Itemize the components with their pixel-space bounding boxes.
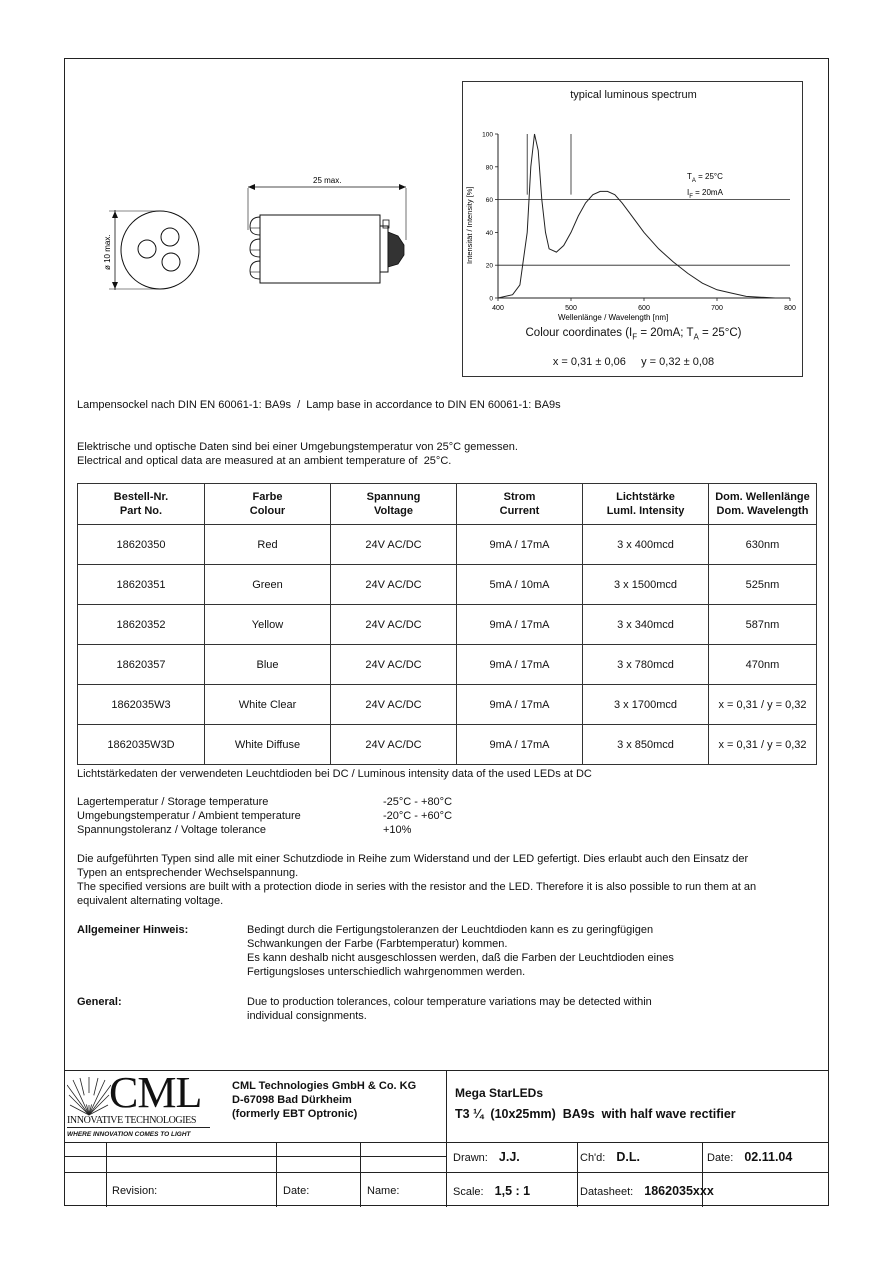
spec-row (77, 795, 452, 809)
table-row (78, 565, 817, 605)
cell-wavelength: 470nm (709, 645, 817, 685)
header-current: Strom Current (457, 484, 583, 525)
cell-part-no: 1862035W3 (78, 685, 205, 725)
cell-voltage: 24V AC/DC (331, 565, 457, 605)
cell-voltage: 24V AC/DC (331, 605, 457, 645)
drawn-field: Drawn: J.J. (453, 1150, 520, 1164)
cell-colour: Red (205, 525, 331, 565)
colour-coordinates-values: x = 0,31 ± 0,06 y = 0,32 ± 0,08 (552, 356, 715, 368)
cell-part-no: 18620357 (78, 645, 205, 685)
cell-voltage: 24V AC/DC (331, 525, 457, 565)
cell-current: 9mA / 17mA (457, 525, 583, 565)
lamp-body (260, 215, 380, 283)
diameter-dim-label: ø 10 max. (103, 234, 112, 270)
header-voltage: Spannung Voltage (331, 484, 457, 525)
table-row (78, 645, 817, 685)
table-row (78, 685, 817, 725)
cell-voltage: 24V AC/DC (331, 685, 457, 725)
diode-note-de-line: Typen an entsprechender Wechselspannung. (77, 867, 299, 879)
hinweis-line: Fertigungsloses unterschiedlich wahrgenommen werden. (247, 966, 526, 978)
table-row (78, 525, 817, 565)
cond-ta: $T_A = 25^\circ C$ (687, 172, 723, 184)
header-intensity: Lichtstärke Luml. Intensity (583, 484, 709, 525)
general-label: General: (77, 996, 122, 1008)
x-tick-label: 500 (565, 305, 577, 312)
scale-field: Scale: 1,5 : 1 (453, 1184, 531, 1198)
y-tick-label: 40 (485, 229, 493, 237)
cond-if: $I_F = 20mA$ (687, 188, 723, 200)
product-name: Mega StarLEDs (455, 1086, 544, 1100)
product-description: T3 ¼ (10x25mm) BA9s with half wave rectifier (455, 1107, 736, 1121)
spec-row (77, 823, 452, 837)
y-tick-label: 100 (482, 131, 493, 139)
spec-value: -20°C - +60°C (383, 810, 453, 822)
general-text (247, 995, 652, 1023)
cell-colour: Green (205, 565, 331, 605)
cell-voltage: 24V AC/DC (331, 645, 457, 685)
y-tick-label: 0 (489, 295, 493, 303)
cell-current: 9mA / 17mA (457, 725, 583, 765)
cell-current: 9mA / 17mA (457, 645, 583, 685)
length-dim-label: 25 max. (313, 176, 342, 185)
logo-subtitle: INNOVATIVE TECHNOLOGIES (67, 1115, 210, 1128)
sunburst-icon (67, 1077, 111, 1117)
revision-name-label: Name: (367, 1185, 400, 1197)
hinweis-line: Schwankungen der Farbe (Farbtemperatur) kommen. (247, 938, 508, 950)
cell-intensity: 3 x 780mcd (583, 645, 709, 685)
date-field: Date: 02.11.04 (707, 1150, 793, 1164)
cell-part-no: 18620352 (78, 605, 205, 645)
company-info (232, 1079, 416, 1121)
spectrum-curve (498, 134, 790, 298)
table-header-row (78, 484, 817, 525)
checked-field: Ch'd: D.L. (580, 1150, 641, 1164)
y-tick-label: 60 (485, 197, 493, 205)
x-tick-label: 700 (711, 305, 723, 312)
diode-note-de-line: Die aufgeführten Typen sind alle mit einer Schutzdiode in Reihe zum Widerstand und der LED gefertigt. Dies erlaubt auch den Einsatz der (77, 853, 749, 865)
cell-colour: White Diffuse (205, 725, 331, 765)
y-tick-label: 80 (485, 164, 493, 172)
x-tick-label: 400 (492, 305, 504, 312)
datasheet-field: Datasheet: 1862035xxx (580, 1184, 714, 1198)
spec-value: +10% (383, 824, 412, 836)
hinweis-line: Bedingt durch die Fertigungstoleranzen der Leuchtdioden kann es zu geringfügigen (247, 924, 654, 936)
table-row (78, 725, 817, 765)
table-row (78, 605, 817, 645)
diode-note (77, 852, 817, 908)
cell-intensity: 3 x 1700mcd (583, 685, 709, 725)
company-name: CML Technologies GmbH & Co. KG (232, 1080, 417, 1092)
cell-current: 5mA / 10mA (457, 565, 583, 605)
revision-label: Revision: (112, 1185, 158, 1197)
spec-label: Lagertemperatur / Storage temperature (77, 796, 269, 808)
cell-voltage: 24V AC/DC (331, 725, 457, 765)
hinweis-text (247, 923, 674, 979)
specs-list (77, 795, 452, 837)
general-line: Due to production tolerances, colour temperature variations may be detected within (247, 996, 652, 1008)
company-address: D-67098 Bad Dürkheim (232, 1094, 352, 1106)
revision-date-label: Date: (283, 1185, 310, 1197)
spectrum-panel (462, 81, 803, 377)
lamp-base-note: Lampensockel nach DIN EN 60061-1: BA9s / Lamp base in accordance to DIN EN 60061-1: BA9s (77, 399, 561, 411)
cell-wavelength: x = 0,31 / y = 0,32 (709, 685, 817, 725)
hinweis-line: Es kann deshalb nicht ausgeschlossen werden, daß die Farben der Leuchtdioden eines (247, 952, 674, 964)
cml-logo (67, 1068, 227, 1139)
cell-wavelength: 587nm (709, 605, 817, 645)
cell-wavelength: 630nm (709, 525, 817, 565)
cell-intensity: 3 x 1500mcd (583, 565, 709, 605)
hinweis-label: Allgemeiner Hinweis: (77, 924, 189, 936)
cell-part-no: 18620351 (78, 565, 205, 605)
spec-label: Umgebungstemperatur / Ambient temperature (77, 810, 301, 822)
cell-intensity: 3 x 340mcd (583, 605, 709, 645)
spec-value: -25°C - +80°C (383, 796, 453, 808)
cell-current: 9mA / 17mA (457, 605, 583, 645)
spectrum-xlabel: Wellenlänge / Wavelength [nm] (558, 313, 669, 322)
lamp-drawing (95, 170, 425, 300)
cell-current: 9mA / 17mA (457, 685, 583, 725)
header-wavelength: Dom. Wellenlänge Dom. Wavelength (709, 484, 817, 525)
intensity-note: Lichtstärkedaten der verwendeten Leuchtdioden bei DC / Luminous intensity data of the used LEDs at DC (77, 768, 592, 780)
cell-part-no: 18620350 (78, 525, 205, 565)
x-tick-label: 800 (784, 305, 796, 312)
logo-tagline: WHERE INNOVATION COMES TO LIGHT (67, 1131, 191, 1138)
header-part-no: Bestell-Nr. Part No. (78, 484, 205, 525)
spec-label: Spannungstoleranz / Voltage tolerance (77, 824, 266, 836)
colour-coordinates-title: Colour coordinates ($I_F = 20mA$; $T_A = 25^\circ C$) (525, 327, 742, 342)
x-tick-label: 600 (638, 305, 650, 312)
spectrum-title: typical luminous spectrum (570, 89, 697, 101)
cell-wavelength: 525nm (709, 565, 817, 605)
diode-note-en-line: equivalent alternating voltage. (77, 895, 224, 907)
cell-intensity: 3 x 850mcd (583, 725, 709, 765)
title-block (64, 1070, 829, 1207)
spec-row (77, 809, 452, 823)
cell-part-no: 1862035W3D (78, 725, 205, 765)
product-table (77, 483, 817, 765)
general-line: individual consignments. (247, 1010, 367, 1022)
cell-colour: Yellow (205, 605, 331, 645)
header-colour: Farbe Colour (205, 484, 331, 525)
y-tick-label: 20 (485, 262, 493, 270)
temperature-note-en: Electrical and optical data are measured at an ambient temperature of 25°C. (77, 455, 452, 467)
company-formerly: (formerly EBT Optronic) (232, 1108, 358, 1120)
logo-text: CML (109, 1068, 202, 1117)
cell-wavelength: x = 0,31 / y = 0,32 (709, 725, 817, 765)
temperature-note-de: Elektrische und optische Daten sind bei einer Umgebungstemperatur von 25°C gemessen. (77, 441, 518, 453)
front-view-circle (121, 211, 199, 289)
cell-colour: White Clear (205, 685, 331, 725)
cell-colour: Blue (205, 645, 331, 685)
diode-note-en-line: The specified versions are built with a protection diode in series with the resistor and the LED. Therefore it is also possible to run them at an (77, 881, 757, 893)
cell-intensity: 3 x 400mcd (583, 525, 709, 565)
spectrum-ylabel: Intensität / Intensity [%] (465, 186, 474, 264)
